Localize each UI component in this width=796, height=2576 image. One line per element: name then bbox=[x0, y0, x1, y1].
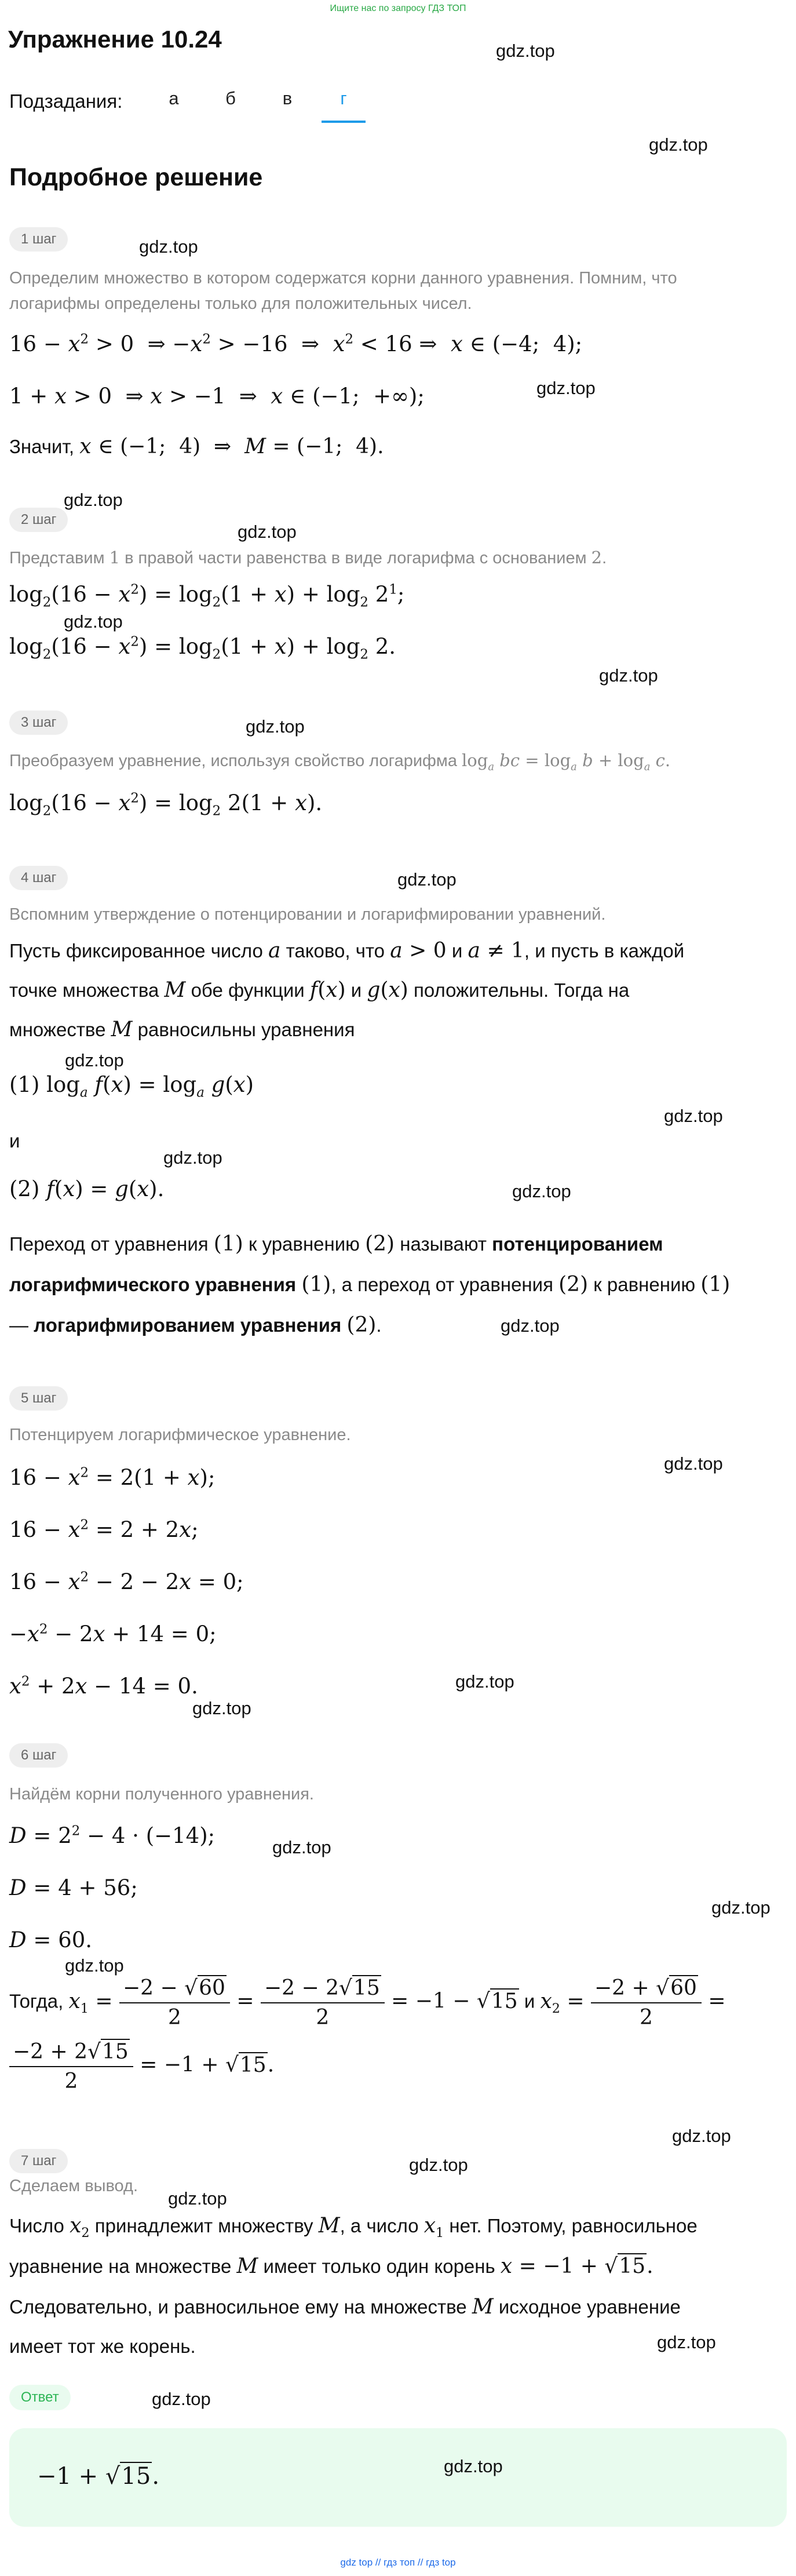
step-6-comment: Найдём корни полученного уравнения. bbox=[9, 1785, 314, 1803]
step-1-comment-line-2: логарифмы определены только для положительных чисел. bbox=[9, 294, 472, 313]
step-1-comment-line-1: Определим множество в котором содержатся корни данного уравнения. Помним, что bbox=[9, 269, 677, 287]
step-6-badge: 6 шаг bbox=[9, 1743, 68, 1768]
step-4-and: и bbox=[9, 1130, 20, 1152]
step-4-para-line-1: Пусть фиксированное число a таково, что a > 0 и a ≠ 1, и пусть в каждой bbox=[9, 939, 685, 963]
subtasks-label: Подзадания: bbox=[9, 90, 123, 112]
step-5-math-1: $16 - x^2 = 2(1 + x)$; bbox=[9, 1465, 216, 1490]
watermark: gdz.top bbox=[649, 134, 708, 155]
step-1-badge: 1 шаг bbox=[9, 227, 68, 252]
step-4-eq-1: (1) $\log_a f(x) = \log_a g(x)$ bbox=[9, 1072, 254, 1101]
watermark: gdz.top bbox=[139, 236, 198, 257]
step-7-line-2: уравнение на множестве M имеет только один корень x = −1 + √15. bbox=[9, 2254, 653, 2278]
watermark: gdz.top bbox=[152, 2389, 211, 2409]
answer-badge: Ответ bbox=[9, 2385, 71, 2410]
step-1-math-2: 1 + x > 0 ⇒ x > −1 ⇒ x ∈ (−1; +∞); bbox=[9, 384, 425, 409]
step-3-badge: 3 шаг bbox=[9, 711, 68, 735]
watermark: gdz.top bbox=[272, 1837, 331, 1857]
active-tab-indicator bbox=[322, 121, 366, 123]
step-1-math-1: $16 - x^2 > 0$ ⇒ $-x^2 > -16$ ⇒ $x^2 < 16$ ⇒ x ∈ (−4; 4); bbox=[9, 331, 583, 356]
tab-a[interactable]: а bbox=[169, 88, 179, 108]
watermark: gdz.top bbox=[163, 1147, 222, 1168]
step-4-para2-line-3: — логарифмированием уравнения (2). bbox=[9, 1313, 382, 1337]
step-5-math-4: $-x^2 - 2x + 14 = 0$; bbox=[9, 1622, 217, 1646]
step-7-line-3: Следовательно, и равносильное ему на множестве M исходное уравнение bbox=[9, 2295, 681, 2319]
step-1-conclusion: Значит, x ∈ (−1; 4) ⇒ M = (−1; 4). bbox=[9, 435, 384, 458]
watermark: gdz.top bbox=[409, 2155, 468, 2175]
watermark: gdz.top bbox=[444, 2456, 503, 2476]
watermark: gdz.top bbox=[64, 611, 123, 632]
watermark: gdz.top bbox=[664, 1106, 723, 1126]
step-4-para2-line-1: Переход от уравнения (1) к уравнению (2) называют потенцированием bbox=[9, 1232, 663, 1256]
section-title: Подробное решение bbox=[9, 163, 263, 191]
step-2-badge: 2 шаг bbox=[9, 508, 68, 532]
footer-links[interactable]: gdz top // гдз топ // гдз top bbox=[340, 2557, 456, 2568]
step-6-math-1: $D = 2^2 - 4 \cdot (-14)$; bbox=[9, 1823, 216, 1848]
watermark: gdz.top bbox=[397, 869, 457, 890]
step-6-math-3: D = 60. bbox=[9, 1928, 93, 1952]
watermark: gdz.top bbox=[672, 2126, 731, 2146]
watermark: gdz.top bbox=[512, 1181, 571, 1201]
watermark: gdz.top bbox=[657, 2332, 716, 2352]
watermark: gdz.top bbox=[664, 1453, 723, 1474]
step-7-line-1: Число $x_2$ принадлежит множеству M, а число $x_1$ нет. Поэтому, равносильное bbox=[9, 2214, 698, 2241]
page-title: Упражнение 10.24 bbox=[8, 25, 222, 53]
watermark: gdz.top bbox=[455, 1671, 514, 1692]
top-search-note: Ищите нас по запросу ГДЗ ТОП bbox=[330, 3, 466, 13]
step-6-roots-line-2: $\frac{-2 + 2√15}{2}$ = −1 + √15. bbox=[9, 2040, 274, 2093]
watermark: gdz.top bbox=[64, 490, 123, 510]
step-5-badge: 5 шаг bbox=[9, 1386, 68, 1411]
step-5-comment: Потенцируем логарифмическое уравнение. bbox=[9, 1426, 351, 1444]
step-6-roots-line-1: Тогда, $x_1$ = $\frac{-2 - √60}{2}$ = $\frac{-2 - 2√15}{2}$ = −1 − √15 и $x_2$ = $\frac{-2 + √60}{2}$ = bbox=[9, 1976, 726, 2030]
step-5-math-2: $16 - x^2 = 2 + 2x$; bbox=[9, 1517, 199, 1542]
step-3-comment: Преобразуем уравнение, используя свойство логарифма $\log_a$ bc = $\log_a b + \log_a c$. bbox=[9, 750, 671, 773]
tab-v[interactable]: в bbox=[282, 88, 293, 108]
watermark: gdz.top bbox=[711, 1897, 771, 1918]
step-5-math-5: $x^2 + 2x - 14 = 0$. bbox=[9, 1674, 198, 1699]
watermark: gdz.top bbox=[246, 716, 305, 737]
step-2-math-2: $\log_2(16 - x^2) = \log_2(1 + x) + \log_2 2$. bbox=[9, 634, 396, 662]
step-4-para-line-2: точке множества M обе функции f(x) и g(x) положительны. Тогда на bbox=[9, 978, 630, 1002]
tab-g[interactable]: г bbox=[340, 88, 347, 108]
step-4-para-line-3: множестве M равносильны уравнения bbox=[9, 1018, 355, 1041]
watermark: gdz.top bbox=[65, 1955, 124, 1976]
step-2-comment: Представим 1 в правой части равенства в виде логарифма с основанием 2. bbox=[9, 548, 607, 567]
watermark: gdz.top bbox=[192, 1698, 251, 1718]
step-4-para2-line-2: логарифмического уравнения (1), а переход от уравнения (2) к равнению (1) bbox=[9, 1273, 731, 1296]
step-7-comment: Сделаем вывод. bbox=[9, 2177, 138, 2195]
tab-b[interactable]: б bbox=[225, 88, 236, 108]
step-4-badge: 4 шаг bbox=[9, 866, 68, 890]
watermark: gdz.top bbox=[599, 665, 658, 686]
step-4-eq-2: (2) f(x) = g(x). bbox=[9, 1176, 165, 1201]
watermark: gdz.top bbox=[238, 522, 297, 542]
step-6-math-2: D = 4 + 56; bbox=[9, 1875, 138, 1900]
step-3-math: $\log_2(16 - x^2) = \log_2 2(1 + x)$. bbox=[9, 790, 323, 819]
watermark: gdz.top bbox=[536, 378, 596, 398]
answer-value: −1 + √15. bbox=[37, 2463, 160, 2490]
watermark: gdz.top bbox=[65, 1050, 124, 1070]
watermark: gdz.top bbox=[168, 2188, 227, 2209]
step-2-math-1: $\log_2(16 - x^2) = \log_2(1 + x) + \log_2 2^1$; bbox=[9, 582, 405, 610]
watermark: gdz.top bbox=[501, 1316, 560, 1336]
step-4-comment: Вспомним утверждение о потенцировании и логарифмировании уравнений. bbox=[9, 905, 606, 924]
step-5-math-3: $16 - x^2 - 2 - 2x = 0$; bbox=[9, 1569, 244, 1594]
step-7-line-4: имеет тот же корень. bbox=[9, 2335, 196, 2357]
watermark: gdz.top bbox=[496, 41, 555, 61]
step-1-conclusion-prefix: Значит, bbox=[9, 436, 75, 457]
step-7-badge: 7 шаг bbox=[9, 2149, 68, 2173]
